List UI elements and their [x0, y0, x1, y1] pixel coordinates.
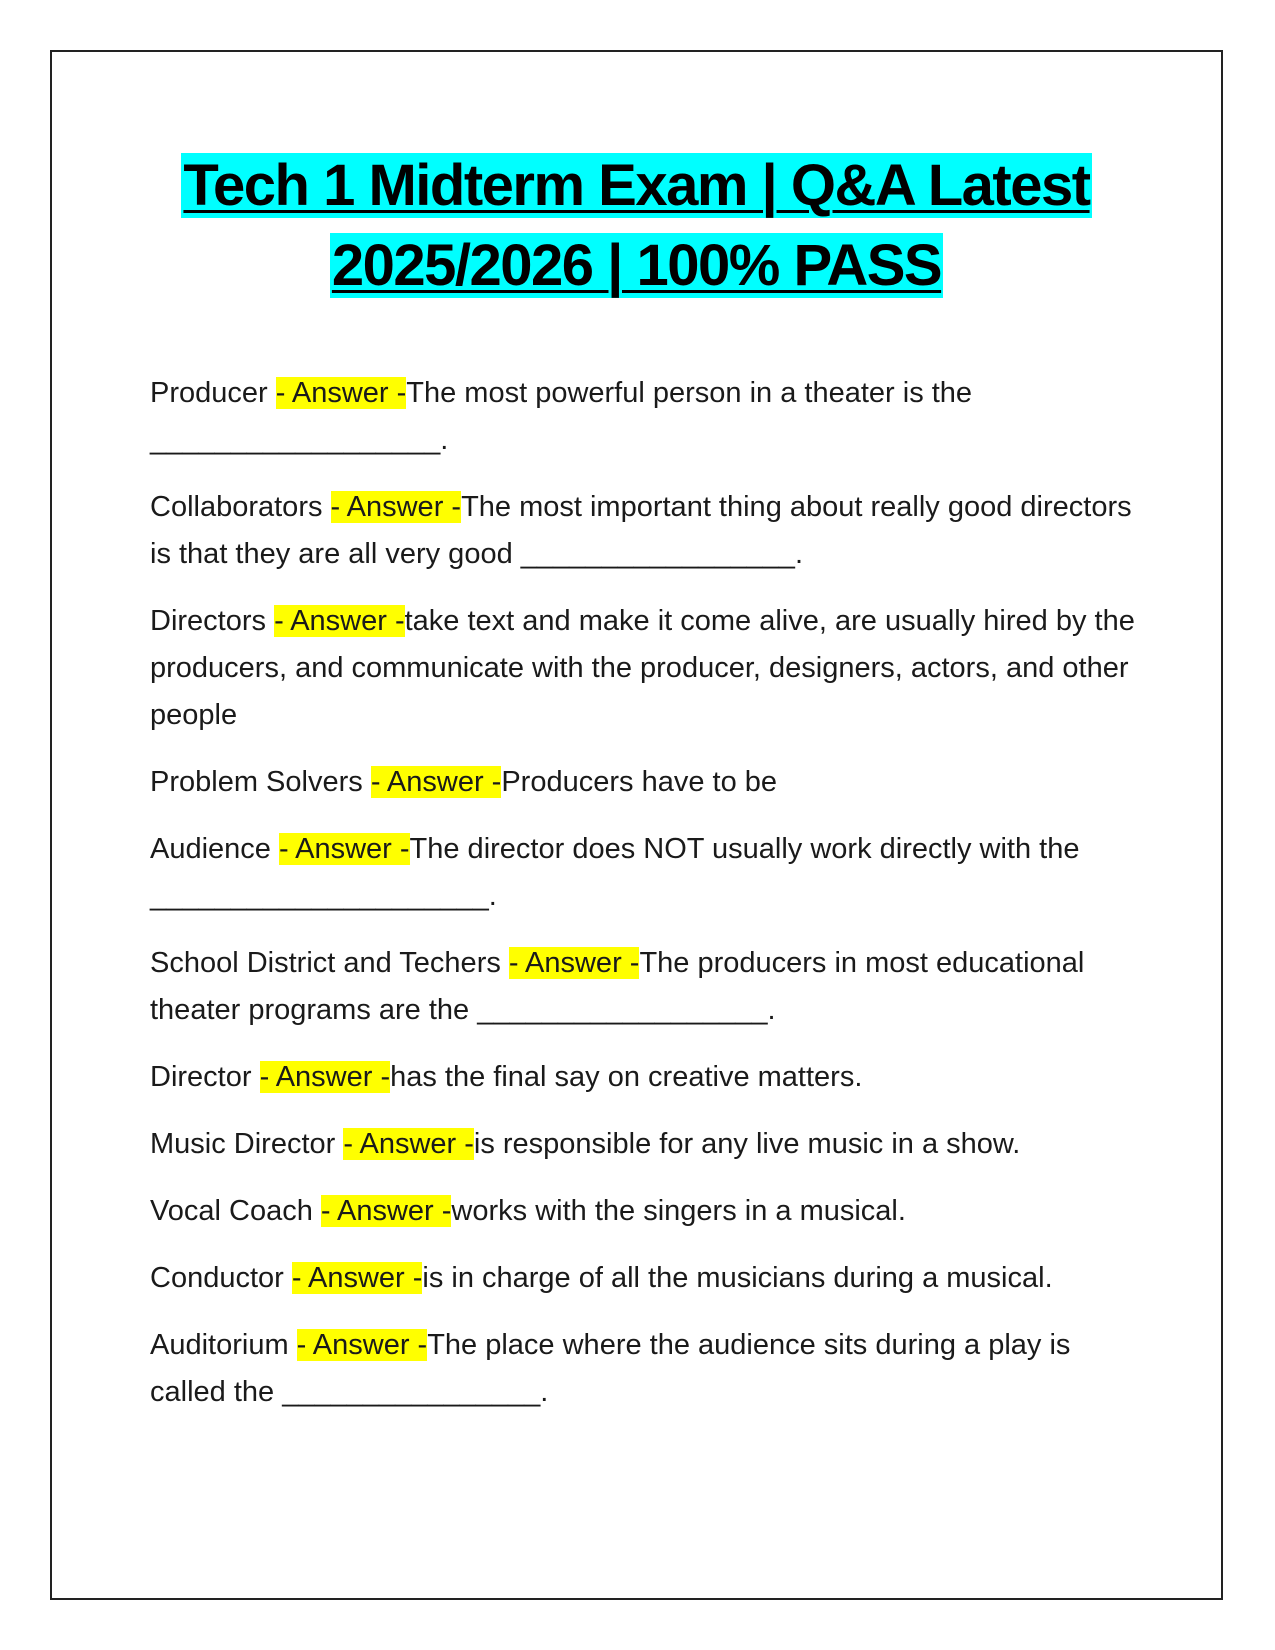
qa-term: Auditorium [150, 1329, 297, 1361]
answer-marker: - Answer - [330, 491, 462, 523]
qa-item [150, 1322, 1140, 1416]
qa-term: Producer [150, 377, 276, 409]
answer-marker: - Answer - [370, 766, 502, 798]
qa-item [150, 826, 1140, 920]
answer-marker: - Answer - [279, 833, 410, 865]
qa-item [150, 1188, 1140, 1235]
qa-definition: The producers in most educational theater programs are the __________________. [150, 947, 1085, 1026]
qa-item [150, 1121, 1140, 1168]
qa-definition: take text and make it come alive, are usually hired by the producers, and communicate with the producer, designers, actors, and other people [150, 605, 1135, 731]
document-title [80, 146, 1193, 306]
qa-definition: The most powerful person in a theater is the __________________. [150, 377, 973, 456]
qa-term: Audience [150, 833, 279, 865]
qa-definition: is in charge of all the musicians during a musical. [422, 1262, 1053, 1294]
qa-term: Directors [150, 605, 275, 637]
qa-definition: The most important thing about really good directors is that they are all very good _________________. [150, 491, 1132, 570]
qa-definition: is responsible for any live music in a show. [473, 1128, 1021, 1160]
answer-marker: - Answer - [296, 1329, 428, 1361]
qa-item [150, 1255, 1140, 1302]
qa-definition: The director does NOT usually work directly with the _____________________. [150, 833, 1080, 912]
qa-term: Music Director [150, 1128, 344, 1160]
answer-marker: - Answer - [291, 1262, 423, 1294]
qa-term: School District and Techers [150, 947, 509, 979]
qa-item [150, 370, 1140, 464]
qa-term: Conductor [150, 1262, 292, 1294]
answer-marker: - Answer - [508, 947, 640, 979]
title-line-1: Tech 1 Midterm Exam | Q&A Latest [183, 153, 1090, 218]
qa-item [150, 598, 1140, 739]
answer-marker: - Answer - [343, 1128, 474, 1160]
qa-term: Collaborators [150, 491, 331, 523]
qa-definition: Producers have to be [501, 766, 778, 798]
qa-term: Problem Solvers [150, 766, 371, 798]
qa-term: Vocal Coach [150, 1195, 321, 1227]
qa-item [150, 484, 1140, 578]
qa-definition: The place where the audience sits during a play is called the ________________. [150, 1329, 1071, 1408]
qa-item [150, 759, 1140, 806]
answer-marker: - Answer - [259, 1061, 391, 1093]
answer-marker: - Answer - [275, 377, 407, 409]
qa-item [150, 940, 1140, 1034]
answer-marker: - Answer - [320, 1195, 452, 1227]
qa-term: Director [150, 1061, 260, 1093]
qa-definition: works with the singers in a musical. [451, 1195, 906, 1227]
qa-list [150, 370, 1140, 1436]
title-line-2: 2025/2026 | 100% PASS [331, 233, 942, 298]
answer-marker: - Answer - [274, 605, 405, 637]
qa-definition: has the final say on creative matters. [390, 1061, 863, 1093]
qa-item [150, 1054, 1140, 1101]
